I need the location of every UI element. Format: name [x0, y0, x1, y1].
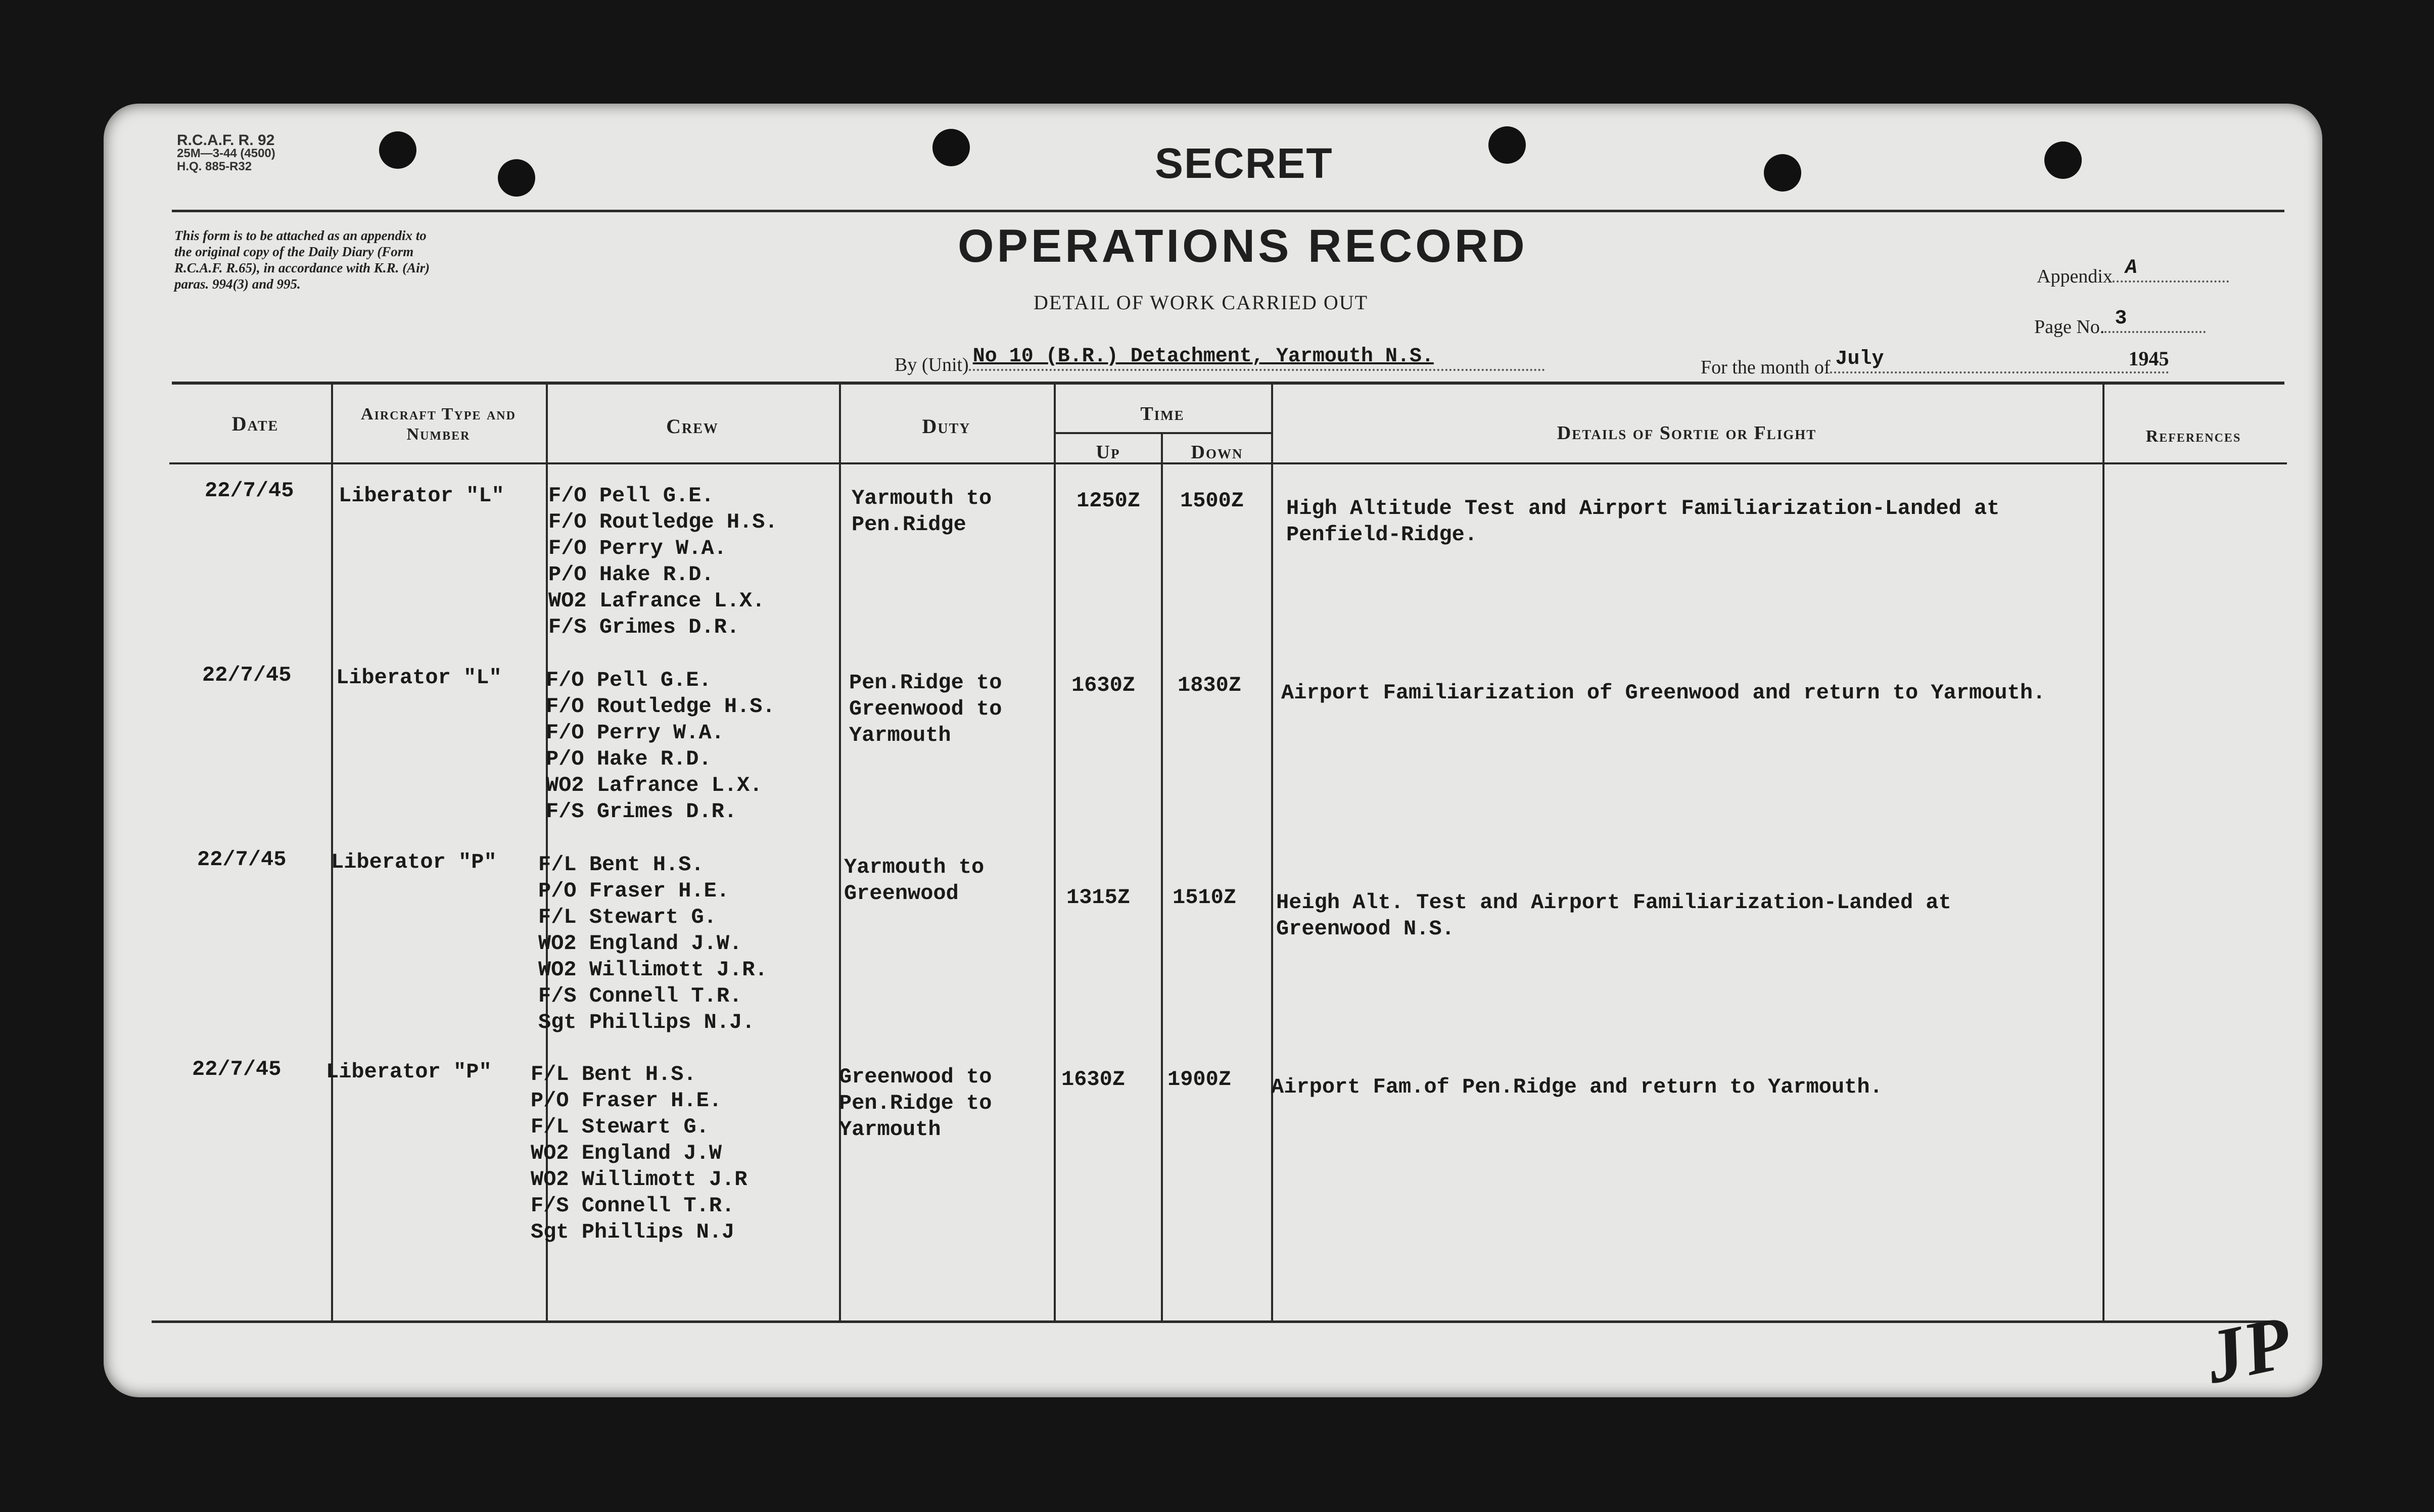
- row-duty: Yarmouth to Greenwood: [844, 855, 985, 906]
- row-up: 1630Z: [1061, 1067, 1126, 1092]
- header-up: Up: [1096, 442, 1120, 463]
- row-duty: Yarmouth to Pen.Ridge: [852, 486, 992, 537]
- row-details: Airport Familiarization of Greenwood and return to Yarmouth.: [1281, 681, 2046, 705]
- punch-hole: [379, 131, 416, 169]
- row-details: High Altitude Test and Airport Familiarization-Landed at Penfield-Ridge.: [1286, 496, 2000, 547]
- row-details: Airport Fam.of Pen.Ridge and return to Yarmouth.: [1271, 1075, 1883, 1099]
- punch-hole: [2044, 141, 2082, 179]
- page-number-label: Page No.: [2034, 316, 2105, 338]
- header-details: Details of Sortie or Flight: [1557, 422, 1817, 444]
- header-time: Time: [1140, 403, 1185, 424]
- row-down: 1900Z: [1167, 1067, 1232, 1092]
- row-crew: F/O Pell G.E. F/O Routledge H.S. F/O Perry W.A. P/O Hake R.D. WO2 Lafrance L.X. F/S Grimes D.R.: [546, 668, 775, 824]
- row-details: Heigh Alt. Test and Airport Familiarization-Landed at Greenwood N.S.: [1276, 890, 1951, 941]
- row-date: 22/7/45: [202, 663, 292, 687]
- header-aircraft: Aircraft Type and Number: [361, 405, 516, 444]
- table-top-rule: [172, 382, 2284, 385]
- punch-hole: [932, 129, 970, 166]
- page-number-value: 3: [2115, 307, 2127, 330]
- page-title: OPERATIONS RECORD: [958, 220, 1528, 272]
- top-rule: [172, 210, 2284, 212]
- row-aircraft: Liberator "P": [331, 850, 497, 874]
- form-code: [177, 134, 275, 173]
- page-number-field: [2034, 307, 2206, 338]
- month-value: July: [1835, 348, 1884, 370]
- header-date: Date: [231, 412, 279, 435]
- column-divider: [1161, 433, 1163, 1321]
- month-field: [1701, 347, 2169, 379]
- unit-dotted-line: [969, 345, 1545, 371]
- punch-hole: [1488, 126, 1526, 164]
- header-references: References: [2145, 427, 2241, 446]
- row-crew: F/L Bent H.S. P/O Fraser H.E. F/L Stewart G. WO2 England J.W WO2 Willimott J.R F/S Connell T.R. Sgt Phillips N.J: [531, 1062, 747, 1244]
- year-value: 1945: [2128, 347, 2169, 370]
- row-aircraft: Liberator "L": [339, 484, 504, 508]
- punch-hole: [1764, 154, 1801, 192]
- column-divider: [839, 384, 841, 1321]
- secret-stamp: SECRET: [1155, 139, 1333, 187]
- row-down: 1500Z: [1180, 489, 1244, 513]
- initials-signature: JP: [2198, 1300, 2299, 1400]
- table-bottom-rule: [152, 1320, 2274, 1323]
- unit-label: By (Unit): [895, 354, 969, 375]
- unit-field: [895, 345, 1545, 376]
- appendix-value: A: [2125, 257, 2137, 279]
- attach-note: This form is to be attached as an appendix to the original copy of the Daily Diary (Form R.C.A.F. R.65), in accordance with K.R. (Air) paras. 994(3) and 995.: [174, 228, 430, 292]
- form-code-line: R.C.A.F. R. 92: [177, 132, 275, 149]
- row-duty: Greenwood to Pen.Ridge to Yarmouth: [839, 1065, 992, 1142]
- header-crew: Crew: [666, 415, 719, 438]
- appendix-dotted-line: [2113, 257, 2229, 282]
- page-subtitle: DETAIL OF WORK CARRIED OUT: [1034, 291, 1369, 314]
- row-crew: F/L Bent H.S. P/O Fraser H.E. F/L Stewart G. WO2 England J.W. WO2 Willimott J.R. F/S Connell T.R. Sgt Phillips N.J.: [538, 853, 768, 1034]
- form-code-line: H.Q. 885-R32: [177, 160, 252, 173]
- month-label: For the month of: [1701, 357, 1831, 378]
- form-code-line: 25M—3-44 (4500): [177, 147, 275, 160]
- unit-value: No 10 (B.R.) Detachment, Yarmouth N.S.: [972, 345, 1434, 368]
- page-number-dotted-line: [2104, 307, 2206, 333]
- operations-record-card: [104, 104, 2322, 1400]
- punch-hole: [498, 159, 535, 197]
- header-duty: Duty: [922, 415, 971, 438]
- row-date: 22/7/45: [197, 847, 287, 872]
- row-crew: F/O Pell G.E. F/O Routledge H.S. F/O Perry W.A. P/O Hake R.D. WO2 Lafrance L.X. F/S Grimes D.R.: [548, 484, 778, 639]
- appendix-label: Appendix: [2037, 266, 2113, 287]
- row-down: 1830Z: [1178, 673, 1242, 697]
- row-duty: Pen.Ridge to Greenwood to Yarmouth: [849, 671, 1002, 747]
- row-down: 1510Z: [1173, 885, 1237, 910]
- appendix-field: [2037, 257, 2229, 288]
- column-divider: [1054, 384, 1056, 1321]
- column-divider: [1271, 384, 1273, 1321]
- row-aircraft: Liberator "P": [326, 1060, 492, 1084]
- row-up: 1315Z: [1066, 885, 1131, 910]
- column-divider: [2102, 384, 2104, 1321]
- header-down: Down: [1191, 442, 1243, 463]
- month-dotted-line: [1830, 347, 2169, 373]
- row-date: 22/7/45: [205, 479, 294, 503]
- row-aircraft: Liberator "L": [336, 666, 502, 690]
- row-up: 1250Z: [1076, 489, 1141, 513]
- row-up: 1630Z: [1071, 673, 1136, 697]
- row-date: 22/7/45: [192, 1057, 282, 1081]
